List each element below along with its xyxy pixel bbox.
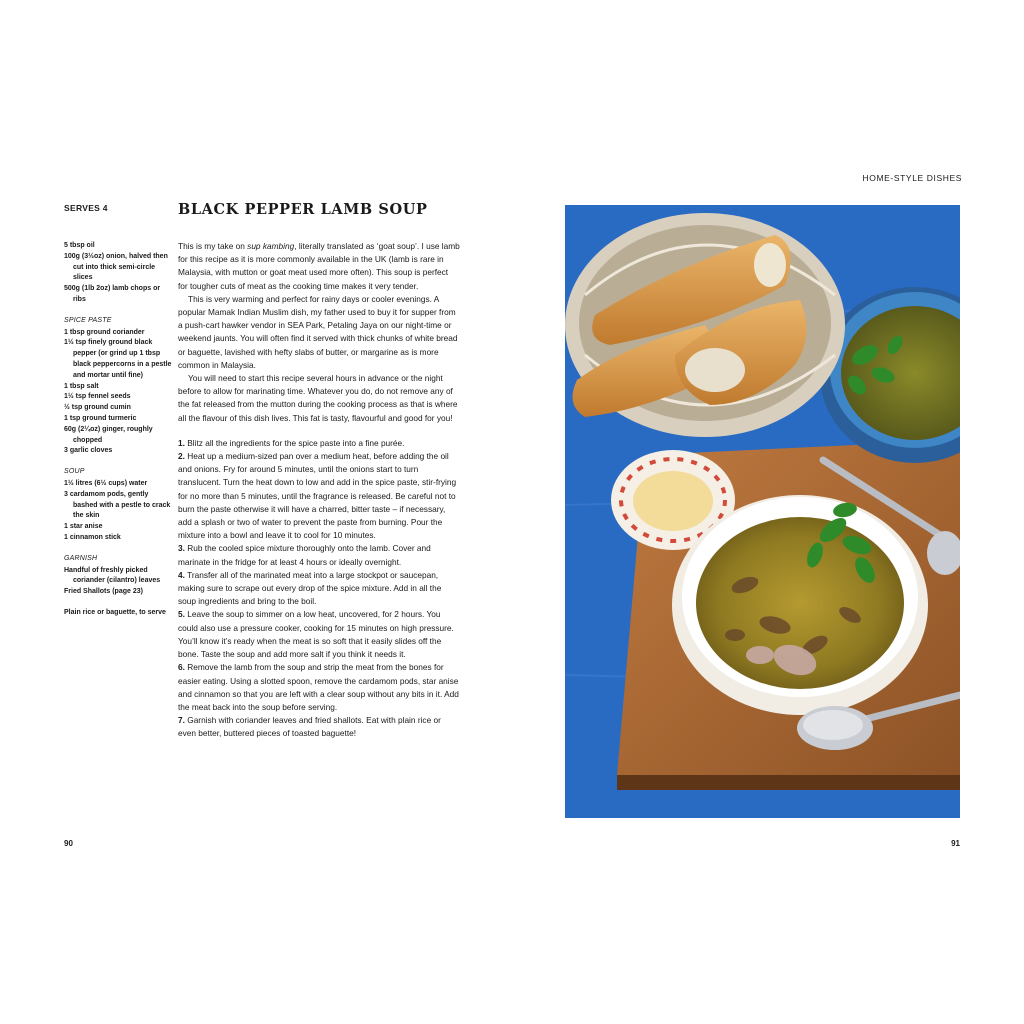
- intro-text: This is my take on: [178, 241, 248, 251]
- intro-emphasis: sup kambing: [247, 241, 295, 251]
- method-step: [178, 437, 460, 450]
- ingredient-item: 100g (3½oz) onion, halved then cut into thick semi-circle slices: [64, 252, 168, 282]
- ingredient-item: 3 cardamom pods, gently bashed with a pestle to crack the skin: [64, 490, 171, 520]
- ingredient-item: Plain rice or baguette, to serve: [64, 608, 166, 616]
- method-step: [178, 569, 460, 609]
- intro-paragraph-3: You will need to start this recipe several hours in advance or the night before to allow for marinating time. Whatever you do, do not remove any of the fat released from the mutton during the cooking process as that is where all the flavour of this dish lives. This fat is tasty, flavourful and good for you!: [178, 373, 458, 423]
- method-step: [178, 542, 460, 568]
- section-header: HOME-STYLE DISHES: [862, 173, 962, 183]
- ingredient-group-title: SPICE PASTE: [64, 316, 112, 324]
- intro-text: , literally translated as ‘goat soup’. I use lamb for this recipe as it is more commonly available in the UK (lamb is rare in Malaysia, with mutton or goat meat used more often). This soup is perfect for tougher cuts of meat as the cooking time makes it very tender.: [178, 241, 460, 291]
- ingredient-item: 3 garlic cloves: [64, 447, 113, 455]
- step-number: 2.: [178, 451, 185, 462]
- ingredient-group: [64, 608, 174, 619]
- ingredient-item: 1 tsp ground turmeric: [64, 414, 137, 422]
- method-step: [178, 450, 460, 542]
- ingredient-group-title: SOUP: [64, 468, 85, 476]
- step-number: 6.: [178, 662, 185, 673]
- ingredient-item: 1½ tsp fennel seeds: [64, 393, 131, 401]
- ingredient-group: [64, 241, 174, 306]
- method-steps: [178, 437, 460, 741]
- ingredient-item: Handful of freshly picked coriander (cilantro) leaves: [64, 566, 161, 585]
- step-number: 1.: [178, 437, 185, 448]
- page-number-left: 90: [64, 839, 73, 848]
- ingredient-item: ½ tsp ground cumin: [64, 404, 131, 412]
- method-step: [178, 714, 460, 740]
- main-soup-bowl: [672, 495, 928, 715]
- step-text: Heat up a medium-sized pan over a medium heat, before adding the oil and onions. Fry for around 5 minutes, until the onions start to turn translucent. Turn the heat down to low and add in the spice paste, stir-frying for no more than 5 minutes, until the fragrance is released. Be careful not to burn the paste otherwise it will have a charred, bitter taste – if necessary, add a splash or two of water to prevent the paste from burning. Pour the mixture into a bowl and leave it to cool for 10 minutes.: [178, 451, 457, 541]
- intro-paragraph-1: [178, 240, 460, 293]
- method-step: [178, 661, 460, 714]
- step-text: Garnish with coriander leaves and fried shallots. Eat with plain rice or even better, buttered pieces of toasted baguette!: [178, 715, 441, 739]
- step-number: 5.: [178, 609, 185, 620]
- ingredient-item: 60g (2¼oz) ginger, roughly chopped: [64, 425, 153, 444]
- ingredient-group: [64, 554, 174, 598]
- method-step: [178, 608, 460, 661]
- ingredient-item: Fried Shallots (page 23): [64, 588, 143, 596]
- page-number-right: 91: [951, 839, 960, 848]
- ingredient-item: 1 cinnamon stick: [64, 533, 121, 541]
- ingredients-list: [64, 241, 174, 629]
- ingredient-item: 5 tbsp oil: [64, 242, 95, 249]
- ingredient-group-title: GARNISH: [64, 554, 98, 562]
- serves-label: SERVES 4: [64, 203, 108, 213]
- ingredient-item: 1 tbsp salt: [64, 382, 99, 390]
- ingredient-group: [64, 316, 174, 457]
- ingredient-item: 1½ litres (6½ cups) water: [64, 479, 148, 487]
- step-number: 4.: [178, 569, 185, 580]
- step-number: 7.: [178, 715, 185, 726]
- bread-basket: [565, 213, 845, 437]
- step-text: Leave the soup to simmer on a low heat, uncovered, for 2 hours. You could also use a pressure cooker, cooking for 15 minutes on high pressure. You’ll know it’s ready when the meat is so soft that it easily slides off the bone. Taste the soup and add more salt if you think it needs it.: [178, 609, 454, 660]
- step-text: Rub the cooled spice mixture thoroughly onto the lamb. Cover and marinate in the fridge for at least 4 hours or ideally overnight.: [178, 543, 431, 567]
- recipe-title: BLACK PEPPER LAMB SOUP: [178, 201, 428, 218]
- intro-paragraph-2: This is very warming and perfect for rainy days or cooler evenings. A popular Mamak Indian Muslim dish, my father used to buy it for supper from a push-cart hawker vendor in SEA Park, Petaling Jaya on our night-time or weekend jaunts. You will often find it served with thick chunks of white bread or baguette, lavished with hefty slabs of butter, or margarine as is more common in Malaysia.: [178, 293, 458, 370]
- ingredient-item: 500g (1lb 2oz) lamb chops or ribs: [64, 285, 161, 303]
- ingredient-item: 1½ tsp finely ground black pepper (or grind up 1 tbsp black peppercorns in a pestle and mortar until fine): [64, 339, 172, 379]
- step-text: Transfer all of the marinated meat into a large stockpot or saucepan, making sure to scrape out every drop of the spice mixture. Add in all the soup ingredients and bring to the boil.: [178, 569, 442, 607]
- recipe-body: [178, 240, 460, 741]
- ingredient-group: [64, 467, 174, 544]
- step-text: Remove the lamb from the soup and strip the meat from the bones for easier eating. Using a slotted spoon, remove the cardamom pods, star anise and cinnamon so that you are left with a clear soup without any bits in it. Add the meat back into the soup before serving.: [178, 662, 459, 712]
- ingredient-item: 1 tbsp ground coriander: [64, 328, 145, 336]
- step-number: 3.: [178, 543, 185, 554]
- step-text: Blitz all the ingredients for the spice paste into a fine purée.: [187, 437, 405, 448]
- ingredient-item: 1 star anise: [64, 523, 103, 531]
- recipe-photo: [565, 205, 960, 818]
